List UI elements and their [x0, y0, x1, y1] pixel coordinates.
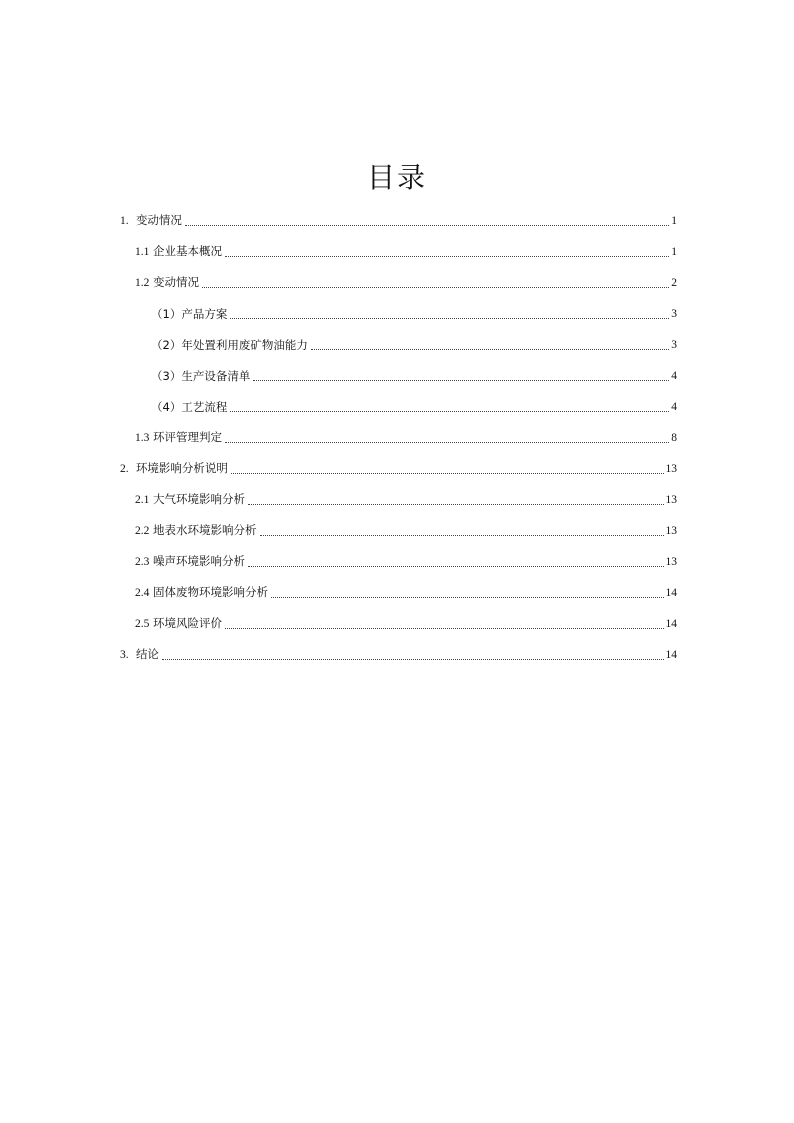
toc-entry-text: 环评管理判定: [153, 430, 223, 444]
toc-entry[interactable]: [0, 391, 794, 422]
toc-entry-number: 2.4: [135, 587, 150, 599]
toc-page-number: 2: [671, 276, 677, 289]
toc-entry-number: 2.5: [135, 618, 150, 630]
toc-entry-text: 企业基本概况: [153, 244, 223, 258]
toc-entry-text: 环境影响分析说明: [135, 461, 228, 475]
dot-leader: [225, 627, 663, 629]
toc-entry[interactable]: [0, 484, 794, 515]
toc-page-number: 4: [671, 400, 677, 413]
toc-entry-text: 噪声环境影响分析: [153, 554, 246, 568]
toc-entry-number: 1.2: [135, 277, 150, 289]
toc-entry[interactable]: [0, 453, 794, 484]
dot-leader: [253, 379, 669, 381]
toc-entry[interactable]: [0, 639, 794, 670]
toc-page-number: 14: [665, 648, 677, 661]
toc-entry-number: 2.1: [135, 494, 150, 506]
toc-entry-text: 环境风险评价: [153, 616, 223, 630]
dot-leader: [162, 658, 664, 660]
dot-leader: [225, 255, 669, 257]
toc-entry-number: 2.: [120, 463, 129, 475]
toc-entry-number: （1）: [151, 306, 182, 321]
toc-entry[interactable]: [0, 267, 794, 298]
toc-entry-number: 1.1: [135, 246, 150, 258]
toc-page-number: 13: [665, 524, 677, 537]
dot-leader: [231, 472, 664, 474]
toc-page-number: 1: [671, 214, 677, 227]
toc-page-number: 3: [671, 307, 677, 320]
toc-entry-number: （2）: [151, 337, 182, 352]
toc-entry-text: 工艺流程: [181, 399, 228, 414]
toc-entry-text: 变动情况: [135, 213, 182, 227]
toc-entry-text: 年处置利用废矿物油能力: [181, 337, 308, 352]
toc-entry[interactable]: [0, 608, 794, 639]
toc-entry-text: 产品方案: [181, 306, 228, 321]
toc-page-number: 3: [671, 338, 677, 351]
toc-entry-text: 大气环境影响分析: [153, 492, 246, 506]
dot-leader: [230, 317, 669, 319]
toc-entry-number: 1.3: [135, 432, 150, 444]
toc-entry-spacer: [129, 461, 136, 475]
toc-entry-text: 地表水环境影响分析: [153, 523, 257, 537]
toc-page-number: 13: [665, 555, 677, 568]
toc-entry[interactable]: [0, 329, 794, 360]
toc-entry-text: 结论: [135, 647, 159, 661]
dot-leader: [248, 565, 663, 567]
toc-entry[interactable]: [0, 546, 794, 577]
toc-page-number: 1: [671, 245, 677, 258]
toc-entry[interactable]: [0, 236, 794, 267]
toc-entry[interactable]: [0, 360, 794, 391]
toc-page-number: 13: [665, 462, 677, 475]
toc-entry-text: 固体废物环境影响分析: [153, 585, 269, 599]
toc-entry-number: 2.2: [135, 525, 150, 537]
dot-leader: [202, 286, 669, 288]
dot-leader: [225, 441, 669, 443]
toc-page-number: 8: [671, 431, 677, 444]
toc-page-number: 4: [671, 369, 677, 382]
toc-entry[interactable]: [0, 577, 794, 608]
dot-leader: [271, 596, 663, 598]
toc-page-number: 14: [665, 586, 677, 599]
toc-entry[interactable]: [0, 422, 794, 453]
dot-leader: [185, 224, 669, 226]
toc-entry-text: 生产设备清单: [181, 368, 251, 383]
dot-leader: [230, 410, 669, 412]
toc-title: 目录: [366, 160, 427, 194]
toc-page-number: 13: [665, 493, 677, 506]
toc-entry[interactable]: [0, 205, 794, 236]
toc-entry-number: 1.: [120, 215, 129, 227]
toc-entry-number: （3）: [151, 368, 182, 383]
toc-entry[interactable]: [0, 298, 794, 329]
toc-entry-number: 3.: [120, 649, 129, 661]
toc-entry-number: （4）: [151, 399, 182, 414]
dot-leader: [260, 534, 664, 536]
toc-entry-spacer: [129, 213, 136, 227]
dot-leader: [311, 348, 669, 350]
toc-entry-text: 变动情况: [153, 275, 200, 289]
dot-leader: [248, 503, 663, 505]
table-of-contents: [0, 205, 794, 670]
toc-entry[interactable]: [0, 515, 794, 546]
toc-page-number: 14: [665, 617, 677, 630]
toc-entry-number: 2.3: [135, 556, 150, 568]
toc-entry-spacer: [129, 647, 136, 661]
